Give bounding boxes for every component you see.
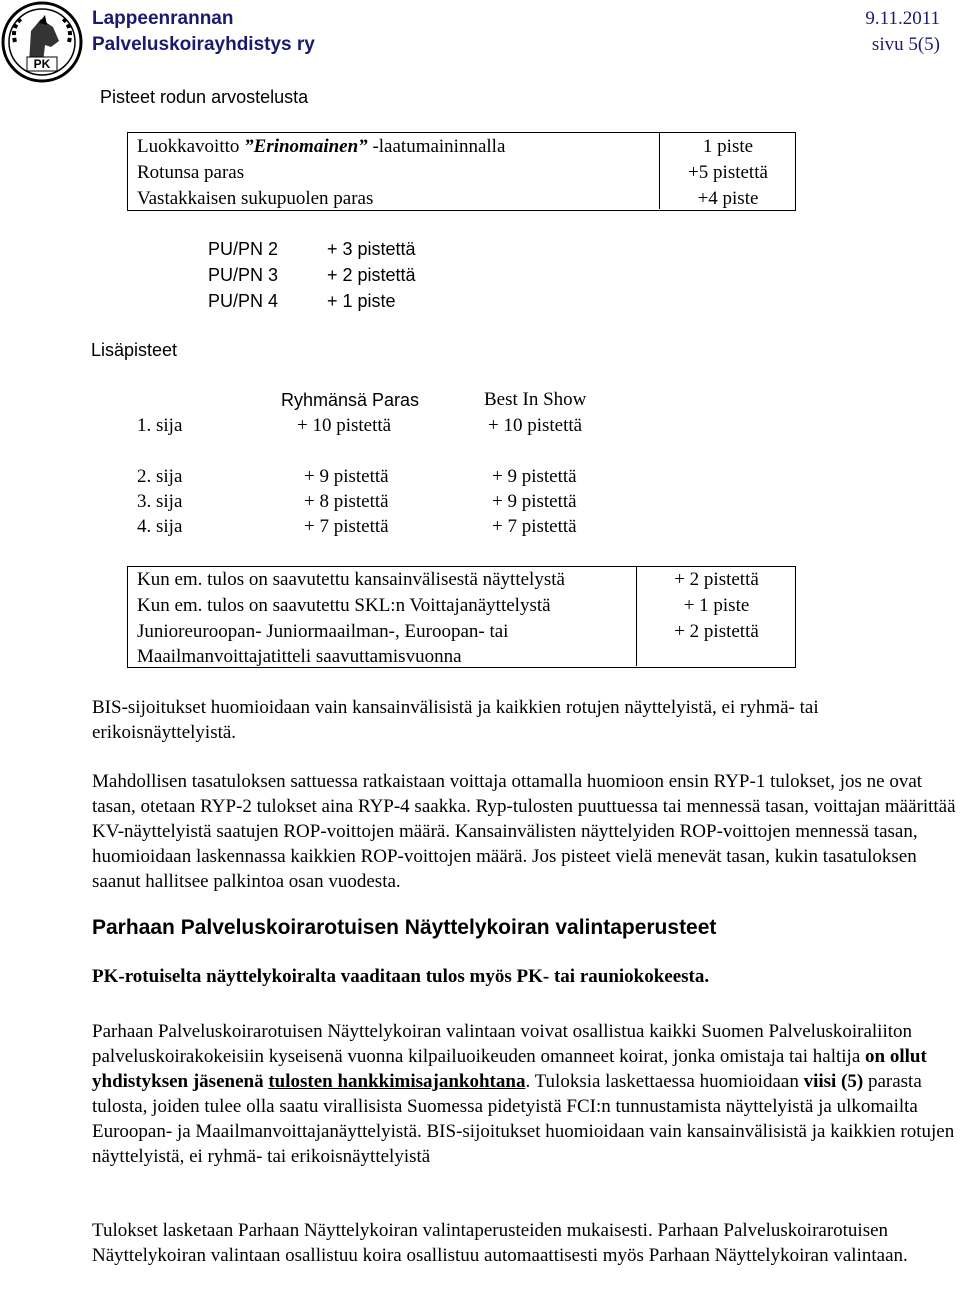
placement-header-bis: Best In Show: [484, 389, 587, 410]
bonus-title: Lisäpisteet: [91, 340, 178, 360]
bonus-row-2-label: PU/PN 3: [208, 265, 279, 285]
org-line-1: Lappeenrannan: [92, 8, 234, 29]
placement-row-4-group: + 7 pistettä: [304, 516, 389, 537]
bonus-row-3-label: PU/PN 4: [208, 291, 279, 311]
champion-row-2-points: + 1 piste: [683, 595, 750, 616]
org-line-2: Palveluskoirayhdistys ry: [92, 34, 315, 55]
placement-row-3-bis: + 9 pistettä: [492, 491, 577, 512]
placement-row-4-bis: + 7 pistettä: [492, 516, 577, 537]
champion-row-1-points: + 2 pistettä: [674, 569, 759, 590]
champion-row-3-label: Junioreuroopan- Juniormaailman-, Euroopan- tai: [137, 621, 509, 642]
document-date: 9.11.2011: [865, 8, 940, 29]
placement-row-1-group: + 10 pistettä: [297, 415, 392, 436]
placement-row-3-place: 3. sija: [137, 491, 183, 512]
club-logo: [1, 1, 83, 83]
section-heading: Parhaan Palveluskoirarotuisen Näyttelykoiran valintaperusteet: [92, 916, 717, 939]
placement-row-2-group: + 9 pistettä: [304, 466, 389, 487]
placement-row-3-group: + 8 pistettä: [304, 491, 389, 512]
breed-points-title: Pisteet rodun arvostelusta: [100, 87, 309, 107]
breed-row-1-points: 1 piste: [702, 136, 754, 157]
tie-rule: Mahdollisen tasatuloksen sattuessa ratkaistaan voittaja ottamalla huomioon ensin RYP-1 tulokset, jos ne ovat tasan, otetaan RYP-2 tulokset aina RYP-4 saakka. Ryp-tulosten puuttuessa tai mennessä tasan, voittajan määrittää KV-näyttelyistä saatujen ROP-voittojen määrä. Kansainvälisten näyttelyiden ROP-voittojen mennessä tasan, huomioidaan laskennassa kaikkien ROP-voittojen määrä. Jos pisteet vielä menevät tasan, kukin tasatuloksen saanut hallitsee palkintoa osan vuodesta.: [92, 771, 956, 892]
placement-row-4-place: 4. sija: [137, 516, 183, 537]
placement-row-1-bis: + 10 pistettä: [488, 415, 583, 436]
svg-text:PK: PK: [33, 57, 51, 71]
header-meta: [865, 6, 940, 58]
champion-row-3-points: + 2 pistettä: [674, 621, 759, 642]
page-number: sivu 5(5): [871, 34, 940, 55]
bonus-row-1-label: PU/PN 2: [208, 239, 279, 259]
breed-row-3-points: +4 piste: [697, 188, 759, 209]
selection-paragraph: Parhaan Palveluskoirarotuisen Näyttelykoiran valintaan voivat osallistua kaikki Suomen Palveluskoiraliiton palveluskoirakokeisiin kyseisenä vuonna kilpailuoikeuden omanneet koirat, jonka omistaja tai haltija on ollut yhdistyksen jäsenenä tulosten hankkimisajankohtana. Tuloksia laskettaessa huomioidaan viisi (5) parasta tulosta, joiden tulee olla saatu virallisista Suomessa pidetyistä FCI:n tunnustamista näyttelyistä ja ulkomailta Euroopan- ja Maailmanvoittajanäyttelyistä. BIS-sijoitukset huomioidaan vain kansainvälisistä ja kaikkien rotujen näyttelyistä, ei ryhmä- tai erikoisnäyttelyistä: [92, 1021, 955, 1167]
bonus-row-3-points: + 1 piste: [327, 291, 396, 311]
bonus-row-2-points: + 2 pistettä: [327, 265, 416, 285]
placement-row-2-bis: + 9 pistettä: [492, 466, 577, 487]
champion-row-1-label: Kun em. tulos on saavutettu kansainvälisestä näyttelystä: [137, 569, 565, 590]
org-name: [92, 6, 315, 58]
results-paragraph: Tulokset lasketaan Parhaan Näyttelykoiran valintaperusteiden mukaisesti. Parhaan Palveluskoirarotuisen Näyttelykoiran valintaan osallistuu koira osallistuu automaattisesti myös Parhaan Näyttelykoiran valintaan.: [92, 1220, 908, 1266]
bonus-row-1-points: + 3 pistettä: [327, 239, 416, 259]
champion-row-2-label: Kun em. tulos on saavutettu SKL:n Voittajanäyttelystä: [137, 595, 551, 616]
placement-row-2-place: 2. sija: [137, 466, 183, 487]
breed-row-2-points: +5 pistettä: [688, 162, 768, 183]
breed-row-1-label: Luokkavoitto ”Erinomainen” -laatumaininnalla: [137, 136, 506, 157]
section-subheading: PK-rotuiselta näyttelykoiralta vaaditaan tulos myös PK- tai rauniokokeesta.: [92, 966, 710, 987]
placement-row-1-place: 1. sija: [137, 415, 183, 436]
breed-row-3-label: Vastakkaisen sukupuolen paras: [137, 188, 374, 209]
placement-header-group: Ryhmänsä Paras: [281, 390, 420, 410]
breed-row-2-label: Rotunsa paras: [137, 162, 245, 183]
champion-row-3-label-cont: Maailmanvoittajatitteli saavuttamisvuonna: [137, 646, 462, 667]
bis-note: BIS-sijoitukset huomioidaan vain kansainvälisistä ja kaikkien rotujen näyttelyistä, ei ryhmä- tai erikoisnäyttelyistä.: [92, 697, 819, 743]
